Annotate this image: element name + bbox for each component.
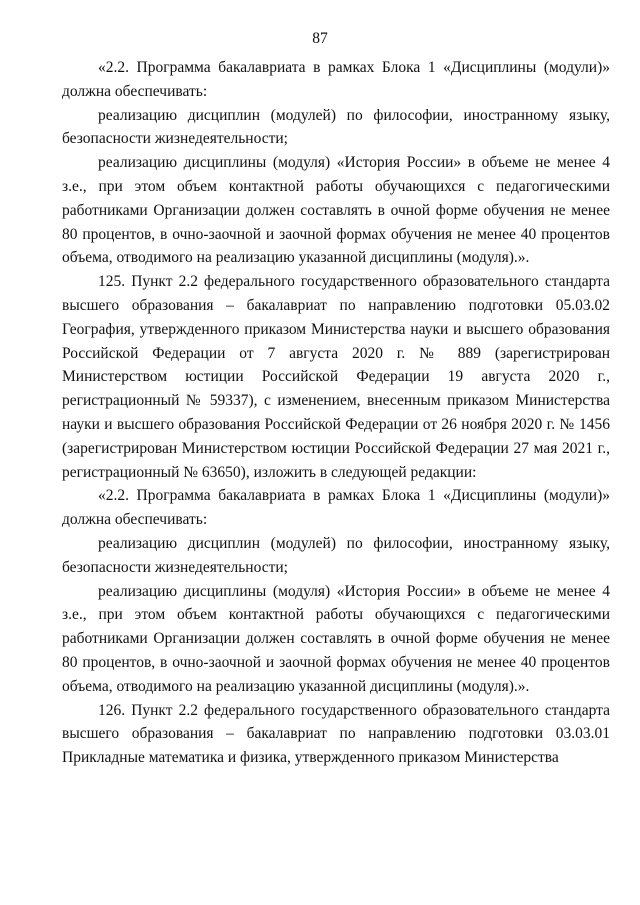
paragraph-3: реализацию дисциплины (модуля) «История России» в объеме не менее 4 з.е., при этом объем контактной работы обучающихся с педагогическими работниками Организации должен составлять в очной форме обучения не менее 80 процентов, в очно-заочной и заочной формах обучения не менее 40 процентов объема, отводимого на реализацию указанной дисциплины (модуля).».: [62, 154, 610, 267]
paragraph-4-item-125: 125. Пункт 2.2 федерального государственного образовательного стандарта высшего образования – бакалавриат по направлению подготовки 05.03.02 География, утвержденного приказом Министерства науки и высшего образования Российской Федерации от 7 августа 2020 г. № 889 (зарегистрирован Министерством юстиции Российской Федерации 19 августа 2020 г., регистрационный № 59337), с изменением, внесенным приказом Министерства науки и высшего образования Российской Федерации от 26 ноября 2020 г. № 1456 (зарегистрирован Министерством юстиции Российской Федерации 27 мая 2021 г., регистрационный № 63650), изложить в следующей редакции:: [62, 273, 610, 481]
paragraph-1: «2.2. Программа бакалавриата в рамках Блока 1 «Дисциплины (модули)» должна обеспечивать:: [62, 59, 610, 100]
paragraph-8-item-126: 126. Пункт 2.2 федерального государственного образовательного стандарта высшего образования – бакалавриат по направлению подготовки 03.03.01 Прикладные математика и физика, утвержденного приказом Министерства: [62, 701, 610, 767]
paragraph-2: реализацию дисциплин (модулей) по философии, иностранному языку, безопасности жизнедеятельности;: [62, 106, 610, 148]
paragraph-6: реализацию дисциплин (модулей) по философии, иностранному языку, безопасности жизнедеятельности;: [62, 534, 610, 576]
paragraph-7: реализацию дисциплины (модуля) «История России» в объеме не менее 4 з.е., при этом объем контактной работы обучающихся с педагогическими работниками Организации должен составлять в очной форме обучения не менее 80 процентов, в очно-заочной и заочной формах обучения не менее 40 процентов объема, отводимого на реализацию указанной дисциплины (модуля).».: [62, 582, 610, 695]
document-body: [62, 56, 610, 770]
paragraph-5: «2.2. Программа бакалавриата в рамках Блока 1 «Дисциплины (модули)» должна обеспечивать:: [62, 487, 610, 529]
page-number: 87: [312, 30, 328, 47]
